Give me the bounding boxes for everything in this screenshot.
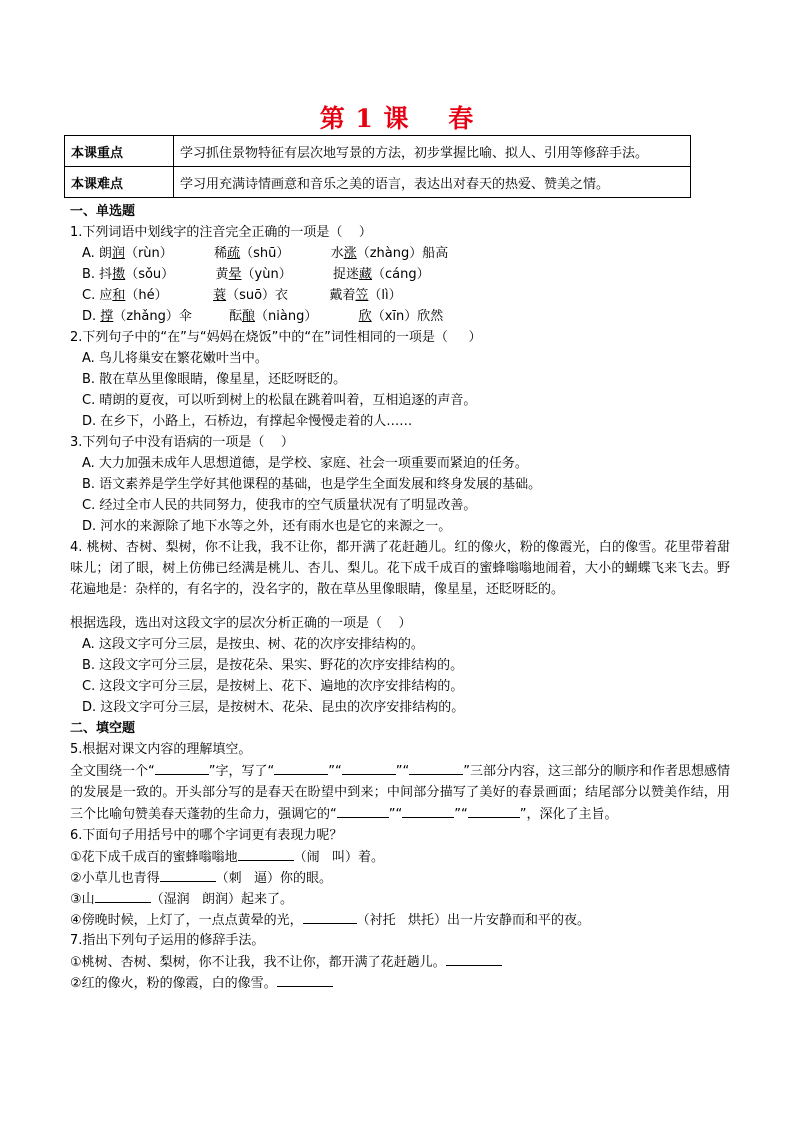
table-value: 学习用充满诗情画意和音乐之美的语言，表达出对春天的热爱、赞美之情。 <box>174 167 691 198</box>
answer-blank[interactable] <box>160 867 216 882</box>
section-heading: 一、单选题 <box>70 204 136 219</box>
sentence-line: ③山 （湿润 朗润）起来了。 <box>70 888 730 909</box>
option-d: D. 这段文字可分三层，是按树木、花朵、昆虫的次序安排结构的。 <box>82 700 465 715</box>
option-d: D. 撑（zhǎng）伞 酝酿（niàng） 欣（xīn）欣然 <box>82 309 444 324</box>
answer-blank[interactable] <box>468 803 520 818</box>
answer-blank[interactable] <box>337 803 389 818</box>
option-d: D. 在乡下，小路上，石桥边，有撑起伞慢慢走着的人…… <box>82 414 413 429</box>
fill-paragraph: 全文围绕一个“ ”字，写了“ ”“ ”“ ”三部分内容，这三部分的顺序和作者思想感情的发展是一致的。开头部分写的是春天在盼望中到来；中间部分描写了美好的春景画面；结尾部分以赞美作结，用三个比喻句赞美春天蓬勃的生命力，强调它的“ ”“ ”“ ”，深化了主旨。 <box>70 760 730 825</box>
question-stem: 1.下列词语中划线字的注音完全正确的一项是（ ） <box>70 225 372 240</box>
option-b: B. 语文素养是学生学好其他课程的基础，也是学生全面发展和终身发展的基础。 <box>82 477 542 492</box>
option-d: D. 河水的来源除了地下水等之外，还有雨水也是它的来源之一。 <box>82 519 452 534</box>
answer-blank[interactable] <box>409 760 463 775</box>
question-stem: 根据选段，选出对这段文字的层次分析正确的一项是（ ） <box>70 616 412 631</box>
option-c: C. 应和（hé） 蓑（suō）衣 戴着笠（lì） <box>82 288 402 303</box>
answer-blank[interactable] <box>446 951 502 966</box>
answer-blank[interactable] <box>155 760 209 775</box>
option-a: A. 大力加强未成年人思想道德，是学校、家庭、社会一项重要而紧迫的任务。 <box>82 456 528 471</box>
option-b: B. 这段文字可分三层，是按花朵、果实、野花的次序安排结构的。 <box>82 658 464 673</box>
lesson-goals-table <box>64 135 691 198</box>
sentence-line: ①花下成千成百的蜜蜂嗡嗡地 （闹 叫）着。 <box>70 846 730 867</box>
option-b: B. 散在草丛里像眼睛，像星星，还眨呀眨的。 <box>82 372 347 387</box>
sentence-line: ①桃树、杏树、梨树，你不让我，我不让你，都开满了花赶趟儿。 <box>70 951 730 972</box>
answer-blank[interactable] <box>342 760 396 775</box>
answer-blank[interactable] <box>274 760 328 775</box>
table-row <box>65 167 691 198</box>
question-stem: 2.下列句子中的“在”与“妈妈在烧饭”中的“在”词性相同的一项是（ ） <box>70 330 482 345</box>
table-key: 本课重点 <box>65 136 174 167</box>
page-title: 第 1 课 春 <box>319 104 475 133</box>
option-c: C. 经过全市人民的共同努力，使我市的空气质量状况有了明显改善。 <box>82 498 477 513</box>
answer-blank[interactable] <box>95 888 151 903</box>
answer-blank[interactable] <box>303 909 357 924</box>
question-stem: 3.下列句子中没有语病的一项是（ ） <box>70 435 294 450</box>
sentence-line: ④傍晚时候，上灯了，一点点黄晕的光， （衬托 烘托）出一片安静而和平的夜。 <box>70 909 730 930</box>
answer-blank[interactable] <box>402 803 454 818</box>
reading-passage: 4. 桃树、杏树、梨树，你不让我，我不让你，都开满了花赶趟儿。红的像火，粉的像霞光，白的像雪。花里带着甜味儿；闭了眼，树上仿佛已经满是桃儿、杏儿、梨儿。花下成千成百的蜜蜂嗡嗡地闹着，大小的蝴蝶飞来飞去。野花遍地是：杂样的，有名字的，没名字的，散在草丛里像眼睛，像星星，还眨呀眨的。 <box>70 540 730 597</box>
sentence-line: ②小草儿也青得 （刺 逼）你的眼。 <box>70 867 730 888</box>
option-c: C. 这段文字可分三层，是按树上、花下、遍地的次序安排结构的。 <box>82 679 464 694</box>
table-key: 本课难点 <box>65 167 174 198</box>
option-a: A. 鸟儿将巢安在繁花嫩叶当中。 <box>82 351 268 366</box>
table-value: 学习抓住景物特征有层次地写景的方法，初步掌握比喻、拟人、引用等修辞手法。 <box>174 136 691 167</box>
section-heading: 二、填空题 <box>70 721 136 736</box>
questions <box>70 201 730 993</box>
option-b: B. 抖擞（sǒu） 黄晕（yùn） 捉迷藏（cáng） <box>82 267 430 282</box>
answer-blank[interactable] <box>238 846 294 861</box>
question-stem: 5.根据对课文内容的理解填空。 <box>70 742 252 757</box>
question-stem: 6.下面句子用括号中的哪个字词更有表现力呢？ <box>70 828 343 843</box>
option-a: A. 这段文字可分三层，是按虫、树、花的次序安排结构的。 <box>82 637 424 652</box>
answer-blank[interactable] <box>277 972 333 987</box>
table-row <box>65 136 691 167</box>
option-a: A. 朗润（rùn） 稀疏（shū） 水涨（zhàng）船高 <box>82 246 449 261</box>
question-stem: 7.指出下列句子运用的修辞手法。 <box>70 933 265 948</box>
option-c: C. 晴朗的夏夜，可以听到树上的松鼠在跳着叫着，互相追逐的声音。 <box>82 393 477 408</box>
sentence-line: ②红的像火，粉的像霞，白的像雪。 <box>70 972 730 993</box>
